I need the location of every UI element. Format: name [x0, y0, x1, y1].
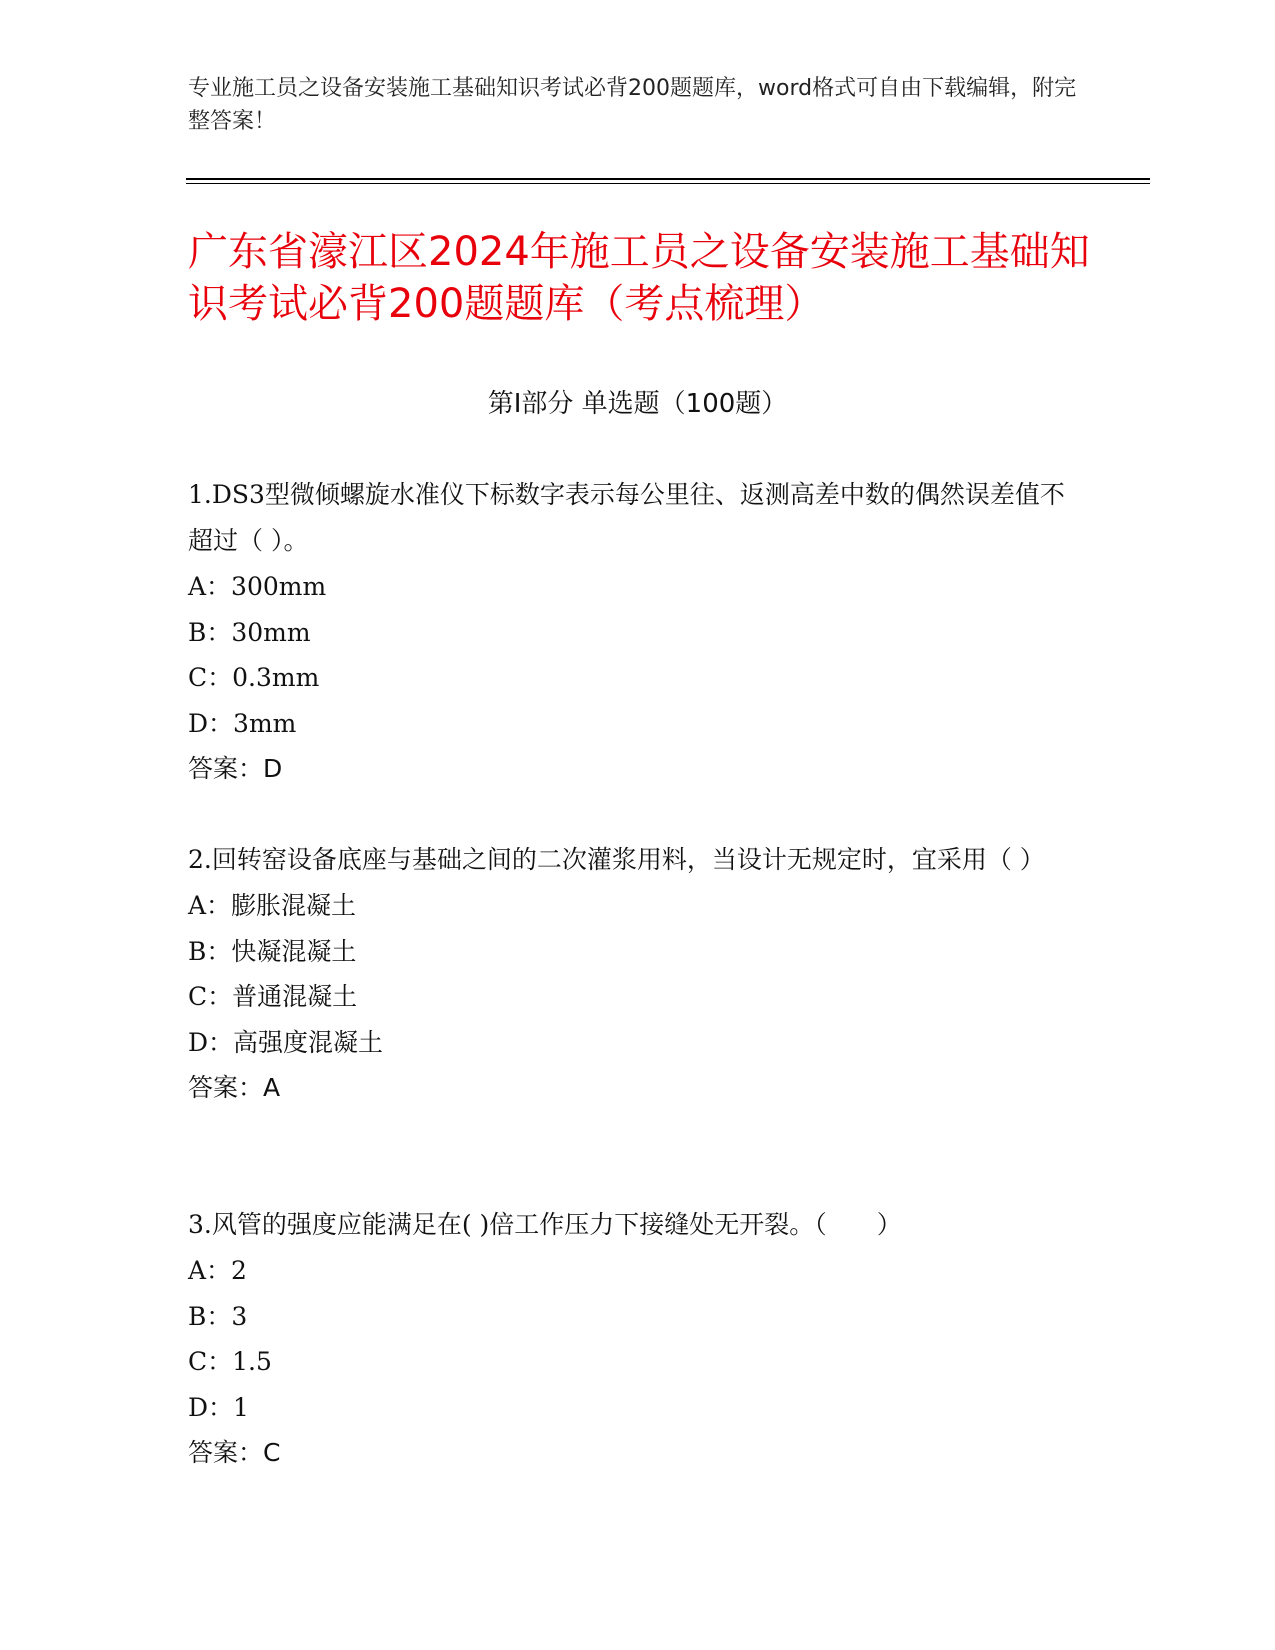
question-1	[188, 472, 1088, 791]
option-a: A：2	[188, 1256, 247, 1285]
option-a: A：膨胀混凝土	[188, 891, 357, 920]
question-stem: 2.回转窑设备底座与基础之间的二次灌浆用料，当设计无规定时，宜采用（ ）	[188, 845, 1045, 874]
option-b: B：快凝混凝土	[188, 936, 357, 966]
option-d: D：3mm	[188, 708, 297, 738]
header-rule-thick	[186, 178, 1150, 180]
question-2	[188, 837, 1088, 1110]
document-title: 广东省濠江区2024年施工员之设备安装施工基础知识考试必背200题题库（考点梳理）	[188, 229, 1090, 327]
answer: 答案：C	[188, 1438, 281, 1467]
option-a: A：300mm	[188, 572, 327, 601]
section-title: 第I部分 单选题（100题）	[487, 389, 788, 419]
question-3	[188, 1202, 1088, 1475]
header-rule-thin	[186, 183, 1150, 184]
option-c: C：普通混凝土	[188, 982, 358, 1011]
question-stem: 3.风管的强度应能满足在( )倍工作压力下接缝处无开裂。（ ）	[188, 1210, 902, 1239]
option-b: B：30mm	[188, 617, 311, 647]
answer: 答案：D	[188, 754, 283, 783]
option-c: C：1.5	[188, 1347, 272, 1376]
header-note: 专业施工员之设备安装施工基础知识考试必背200题题库，word格式可自由下载编辑，附完整答案！	[188, 76, 1077, 134]
option-c: C：0.3mm	[188, 663, 320, 692]
option-d: D：高强度混凝土	[188, 1027, 384, 1057]
option-b: B：3	[188, 1301, 248, 1331]
question-stem: 1.DS3型微倾螺旋水准仪下标数字表示每公里往、返测高差中数的偶然误差值不超过（ ）。	[188, 480, 1065, 555]
option-d: D：1	[188, 1392, 249, 1422]
answer: 答案：A	[188, 1073, 281, 1102]
